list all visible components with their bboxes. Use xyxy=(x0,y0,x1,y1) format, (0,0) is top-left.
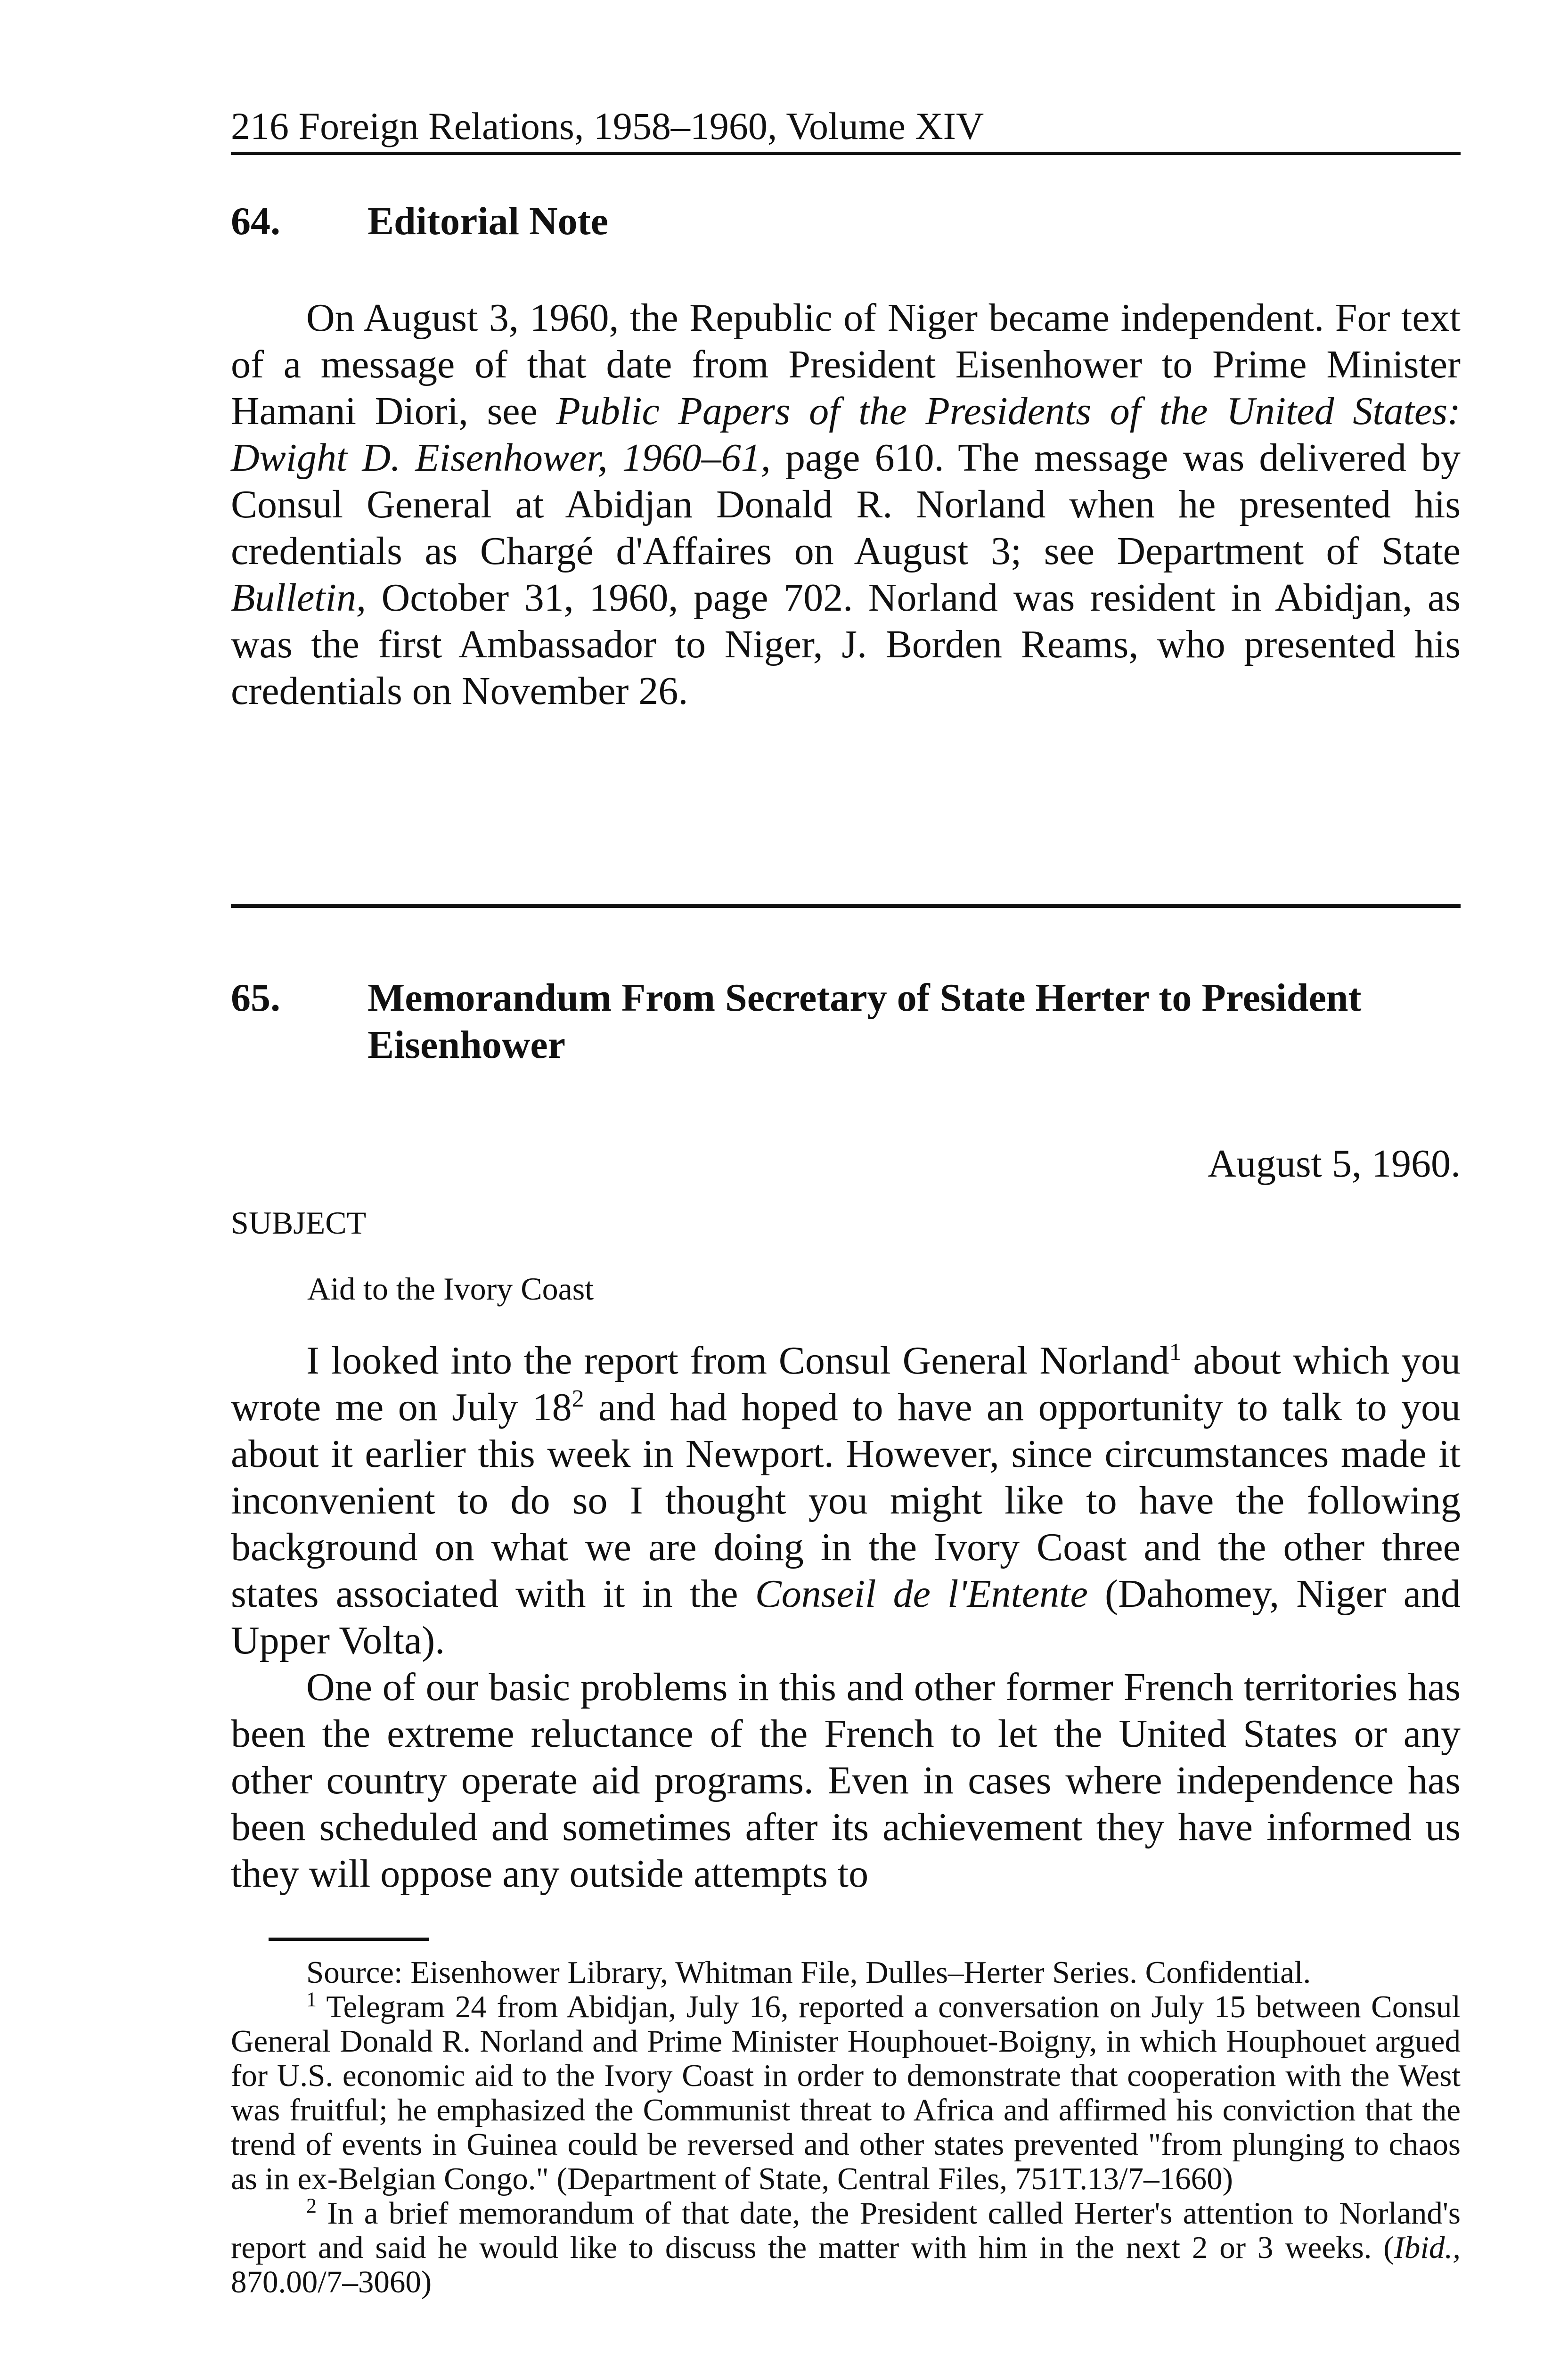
footnotes xyxy=(231,1955,1461,2299)
memo-date: August 5, 1960. xyxy=(1208,1142,1461,1186)
section-65-body xyxy=(231,1337,1461,1897)
footnote-1: $^1$ Telegram 24 from Abidjan, July 16, reported a conversation on July 15 between Consul General Donald R. Norland and Prime Minister Houphouet-Boigny, in which Houphouet argued for U.S. economic aid to the Ivory Coast in order to demonstrate that cooperation with the West was fruitful; he emphasized the Communist threat to Africa and affirmed his conviction that the trend of events in Guinea could be reversed and other states prevented "from plunging to chaos as in ex-Belgian Congo." (Department of State, Central Files, 751T.13/7–1660) xyxy=(231,1988,1461,2196)
memo-paragraph-1: I looked into the report from Consul General Norland$^1$ about which you wrote me on July $18^2$ and had hoped to have an opportunity to talk to you about it earlier this week in Newport. However, since circumstances made it inconvenient to do so I thought you might like to have the following background on what we are doing in the Ivory Coast and the other three states associated with it in the Conseil de l'Entente (Dahomey, Niger and Upper Volta). xyxy=(231,1339,1461,1662)
memo-paragraph-2: One of our basic problems in this and other former French territories has been the extreme reluctance of the French to let the United States or any other country operate aid programs. Even in cases where independence has been scheduled and sometimes after its achievement they have informed us they will oppose any outside attempts to xyxy=(231,1665,1461,1896)
section-64-number: 64. xyxy=(231,199,280,243)
section-65-heading xyxy=(231,974,1451,1069)
editorial-note-paragraph: On August 3, 1960, the Republic of Niger became independent. For text of a message of that date from President Eisenhower to Prime Minister Hamani Diori, see Public Papers of the Presidents of the United States: Dwight D. Eisenhower, 1960–61, page 610. The message was delivered by Consul General at Abidjan Donald R. Norland when he presented his credentials as Chargé d'Affaires on August 3; see Department of State Bulletin, October 31, 1960, page 702. Norland was resident in Abidjan, as was the first Ambassador to Niger, J. Borden Reams, who presented his credentials on November 26. xyxy=(231,296,1461,713)
section-64-heading xyxy=(231,198,1451,245)
footnote-2: $^2$ In a brief memorandum of that date, the President called Herter's attention to Norland's report and said he would like to discuss the matter with him in the next 2 or 3 weeks. (Ibid., 870.00/7–3060) xyxy=(231,2194,1461,2299)
section-65-number: 65. xyxy=(231,976,280,1020)
subject-text: Aid to the Ivory Coast xyxy=(307,1271,594,1307)
section-divider xyxy=(231,904,1461,908)
subject-label: SUBJECT xyxy=(231,1205,367,1241)
source-note: Source: Eisenhower Library, Whitman File, Dulles–Herter Series. Confidential. xyxy=(306,1955,1311,1990)
footnote-ref-2: 2 xyxy=(572,1385,584,1412)
footnote-rule xyxy=(269,1938,429,1941)
section-64-title: Editorial Note xyxy=(368,199,608,243)
running-head: 216 Foreign Relations, 1958–1960, Volume XIV xyxy=(231,105,984,147)
section-64-body xyxy=(231,294,1461,714)
header-rule xyxy=(231,152,1461,155)
footnote-ref-1: 1 xyxy=(1169,1339,1182,1366)
section-65-title: Memorandum From Secretary of State Herter to President Eisenhower xyxy=(368,976,1362,1067)
